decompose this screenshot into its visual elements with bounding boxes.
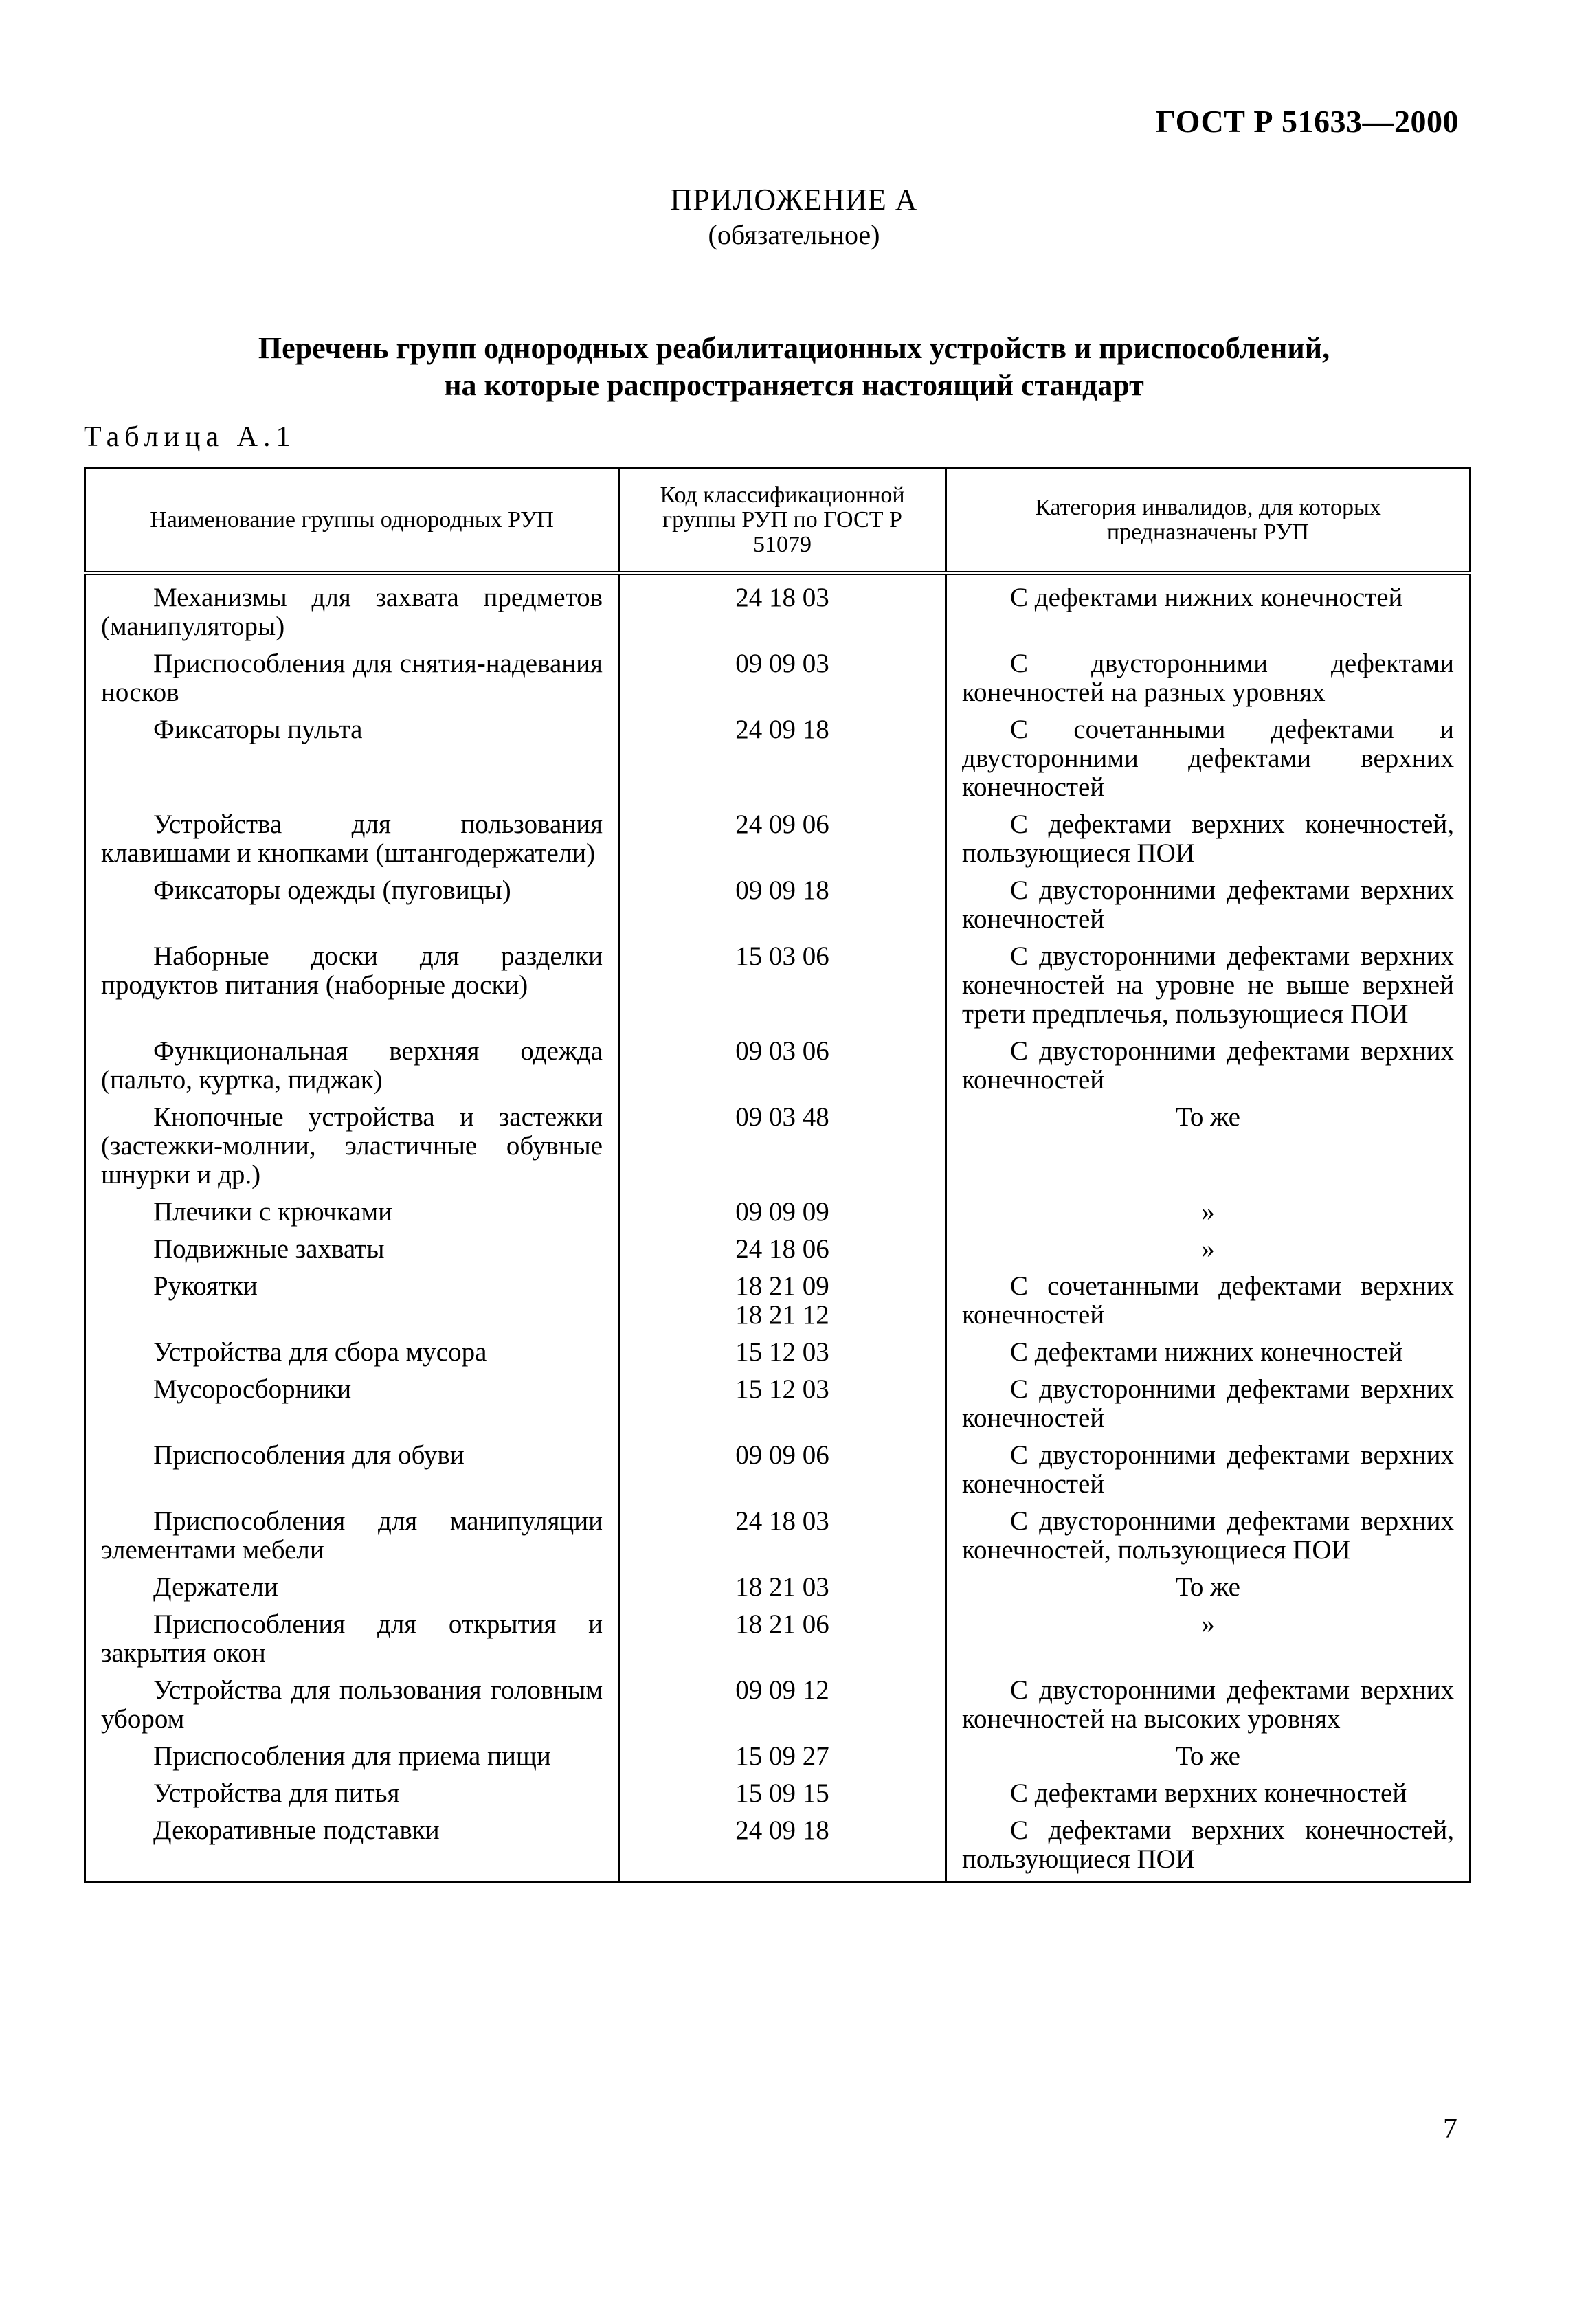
cell-group-name: Декоративные подставки: [85, 1812, 619, 1882]
table-label: Таблица А.1: [84, 421, 296, 453]
cell-group-name: Приспособления для приема пищи: [85, 1738, 619, 1775]
cell-disability-category: С двусторонними дефектами верхних конечностей на высоких уровнях: [946, 1672, 1470, 1738]
appendix-title: ПРИЛОЖЕНИЕ А: [670, 183, 918, 216]
cell-disability-category: »: [946, 1606, 1470, 1672]
cell-classification-code: 18 21 03: [619, 1569, 946, 1606]
cell-classification-code: 15 12 03: [619, 1371, 946, 1437]
cell-group-name: Устройства для питья: [85, 1775, 619, 1812]
page-number: 7: [1443, 2113, 1457, 2145]
table-body: [85, 573, 1470, 1882]
cell-classification-code: 18 21 09 18 21 12: [619, 1268, 946, 1334]
cell-classification-code: 09 09 12: [619, 1672, 946, 1738]
cell-classification-code: 15 03 06: [619, 938, 946, 1033]
table-row: [85, 645, 1470, 711]
table-row: [85, 1437, 1470, 1503]
cell-group-name: Рукоятки: [85, 1268, 619, 1334]
cell-group-name: Наборные доски для разделки продуктов питания (наборные доски): [85, 938, 619, 1033]
cell-disability-category: С сочетанными дефектами верхних конечностей: [946, 1268, 1470, 1334]
table-row: [85, 1569, 1470, 1606]
table-row: [85, 573, 1470, 645]
cell-disability-category: »: [946, 1194, 1470, 1231]
rup-groups-table: [84, 467, 1471, 1883]
cell-disability-category: С двусторонними дефектами конечностей на разных уровнях: [946, 645, 1470, 711]
table-row: [85, 1775, 1470, 1812]
cell-group-name: Приспособления для манипуляции элементами мебели: [85, 1503, 619, 1569]
cell-disability-category: То же: [946, 1738, 1470, 1775]
table-header-row: [85, 469, 1470, 574]
table-row: [85, 806, 1470, 872]
cell-disability-category: С дефектами верхних конечностей, пользующиеся ПОИ: [946, 806, 1470, 872]
column-header-code: Код классификационной группы РУП по ГОСТ Р 51079: [619, 469, 946, 574]
cell-classification-code: 15 09 15: [619, 1775, 946, 1812]
table-row: [85, 1231, 1470, 1268]
table-row: [85, 1606, 1470, 1672]
cell-group-name: Приспособления для снятия-надевания носков: [85, 645, 619, 711]
cell-disability-category: С двусторонними дефектами верхних конечностей: [946, 872, 1470, 938]
cell-group-name: Плечики с крючками: [85, 1194, 619, 1231]
column-header-name: Наименование группы однородных РУП: [85, 469, 619, 574]
cell-disability-category: С дефектами верхних конечностей, пользующиеся ПОИ: [946, 1812, 1470, 1882]
cell-classification-code: 09 03 48: [619, 1099, 946, 1194]
cell-group-name: Устройства для пользования головным убором: [85, 1672, 619, 1738]
table-row: [85, 711, 1470, 806]
cell-disability-category: С дефектами нижних конечностей: [946, 573, 1470, 645]
table-row: [85, 938, 1470, 1033]
table-row: [85, 1099, 1470, 1194]
cell-group-name: Устройства для сбора мусора: [85, 1334, 619, 1371]
cell-disability-category: С двусторонними дефектами верхних конечностей, пользующиеся ПОИ: [946, 1503, 1470, 1569]
table-row: [85, 1672, 1470, 1738]
cell-group-name: Устройства для пользования клавишами и кнопками (штангодержатели): [85, 806, 619, 872]
cell-disability-category: С двусторонними дефектами верхних конечностей на уровне не выше верхней трети предплечья, пользующиеся ПОИ: [946, 938, 1470, 1033]
cell-group-name: Фиксаторы пульта: [85, 711, 619, 806]
cell-classification-code: 09 09 18: [619, 872, 946, 938]
cell-group-name: Держатели: [85, 1569, 619, 1606]
cell-disability-category: С двусторонними дефектами верхних конечностей: [946, 1437, 1470, 1503]
cell-classification-code: 15 12 03: [619, 1334, 946, 1371]
cell-disability-category: С двусторонними дефектами верхних конечностей: [946, 1371, 1470, 1437]
cell-group-name: Мусоросборники: [85, 1371, 619, 1437]
cell-classification-code: 09 09 03: [619, 645, 946, 711]
table-row: [85, 1268, 1470, 1334]
section-heading: [0, 330, 1588, 404]
table-row: [85, 1194, 1470, 1231]
cell-disability-category: То же: [946, 1569, 1470, 1606]
cell-group-name: Приспособления для обуви: [85, 1437, 619, 1503]
standard-number: ГОСТ Р 51633—2000: [1156, 104, 1459, 139]
cell-classification-code: 15 09 27: [619, 1738, 946, 1775]
cell-disability-category: С сочетанными дефектами и двусторонними дефектами верхних конечностей: [946, 711, 1470, 806]
cell-group-name: Приспособления для открытия и закрытия окон: [85, 1606, 619, 1672]
table-row: [85, 1503, 1470, 1569]
cell-classification-code: 24 18 06: [619, 1231, 946, 1268]
cell-classification-code: 18 21 06: [619, 1606, 946, 1672]
cell-disability-category: »: [946, 1231, 1470, 1268]
cell-classification-code: 24 09 18: [619, 711, 946, 806]
cell-disability-category: С дефектами верхних конечностей: [946, 1775, 1470, 1812]
cell-classification-code: 09 03 06: [619, 1033, 946, 1099]
cell-classification-code: 24 18 03: [619, 1503, 946, 1569]
table-row: [85, 1371, 1470, 1437]
cell-classification-code: 24 18 03: [619, 573, 946, 645]
table-row: [85, 872, 1470, 938]
cell-disability-category: То же: [946, 1099, 1470, 1194]
section-heading-line-1: Перечень групп однородных реабилитационных устройств и приспособлений,: [258, 331, 1330, 365]
cell-classification-code: 09 09 09: [619, 1194, 946, 1231]
cell-group-name: Фиксаторы одежды (пуговицы): [85, 872, 619, 938]
table-row: [85, 1033, 1470, 1099]
table-row: [85, 1812, 1470, 1882]
cell-group-name: Подвижные захваты: [85, 1231, 619, 1268]
cell-classification-code: 09 09 06: [619, 1437, 946, 1503]
appendix-subtitle: (обязательное): [708, 219, 880, 250]
cell-group-name: Механизмы для захвата предметов (манипуляторы): [85, 573, 619, 645]
cell-classification-code: 24 09 18: [619, 1812, 946, 1882]
cell-classification-code: 24 09 06: [619, 806, 946, 872]
column-header-category: Категория инвалидов, для которых предназначены РУП: [946, 469, 1470, 574]
cell-disability-category: С двусторонними дефектами верхних конечностей: [946, 1033, 1470, 1099]
cell-group-name: Функциональная верхняя одежда (пальто, куртка, пиджак): [85, 1033, 619, 1099]
table-row: [85, 1334, 1470, 1371]
section-heading-line-2: на которые распространяется настоящий стандарт: [444, 368, 1144, 402]
table-row: [85, 1738, 1470, 1775]
cell-disability-category: С дефектами нижних конечностей: [946, 1334, 1470, 1371]
cell-group-name: Кнопочные устройства и застежки (застежки-молнии, эластичные обувные шнурки и др.): [85, 1099, 619, 1194]
